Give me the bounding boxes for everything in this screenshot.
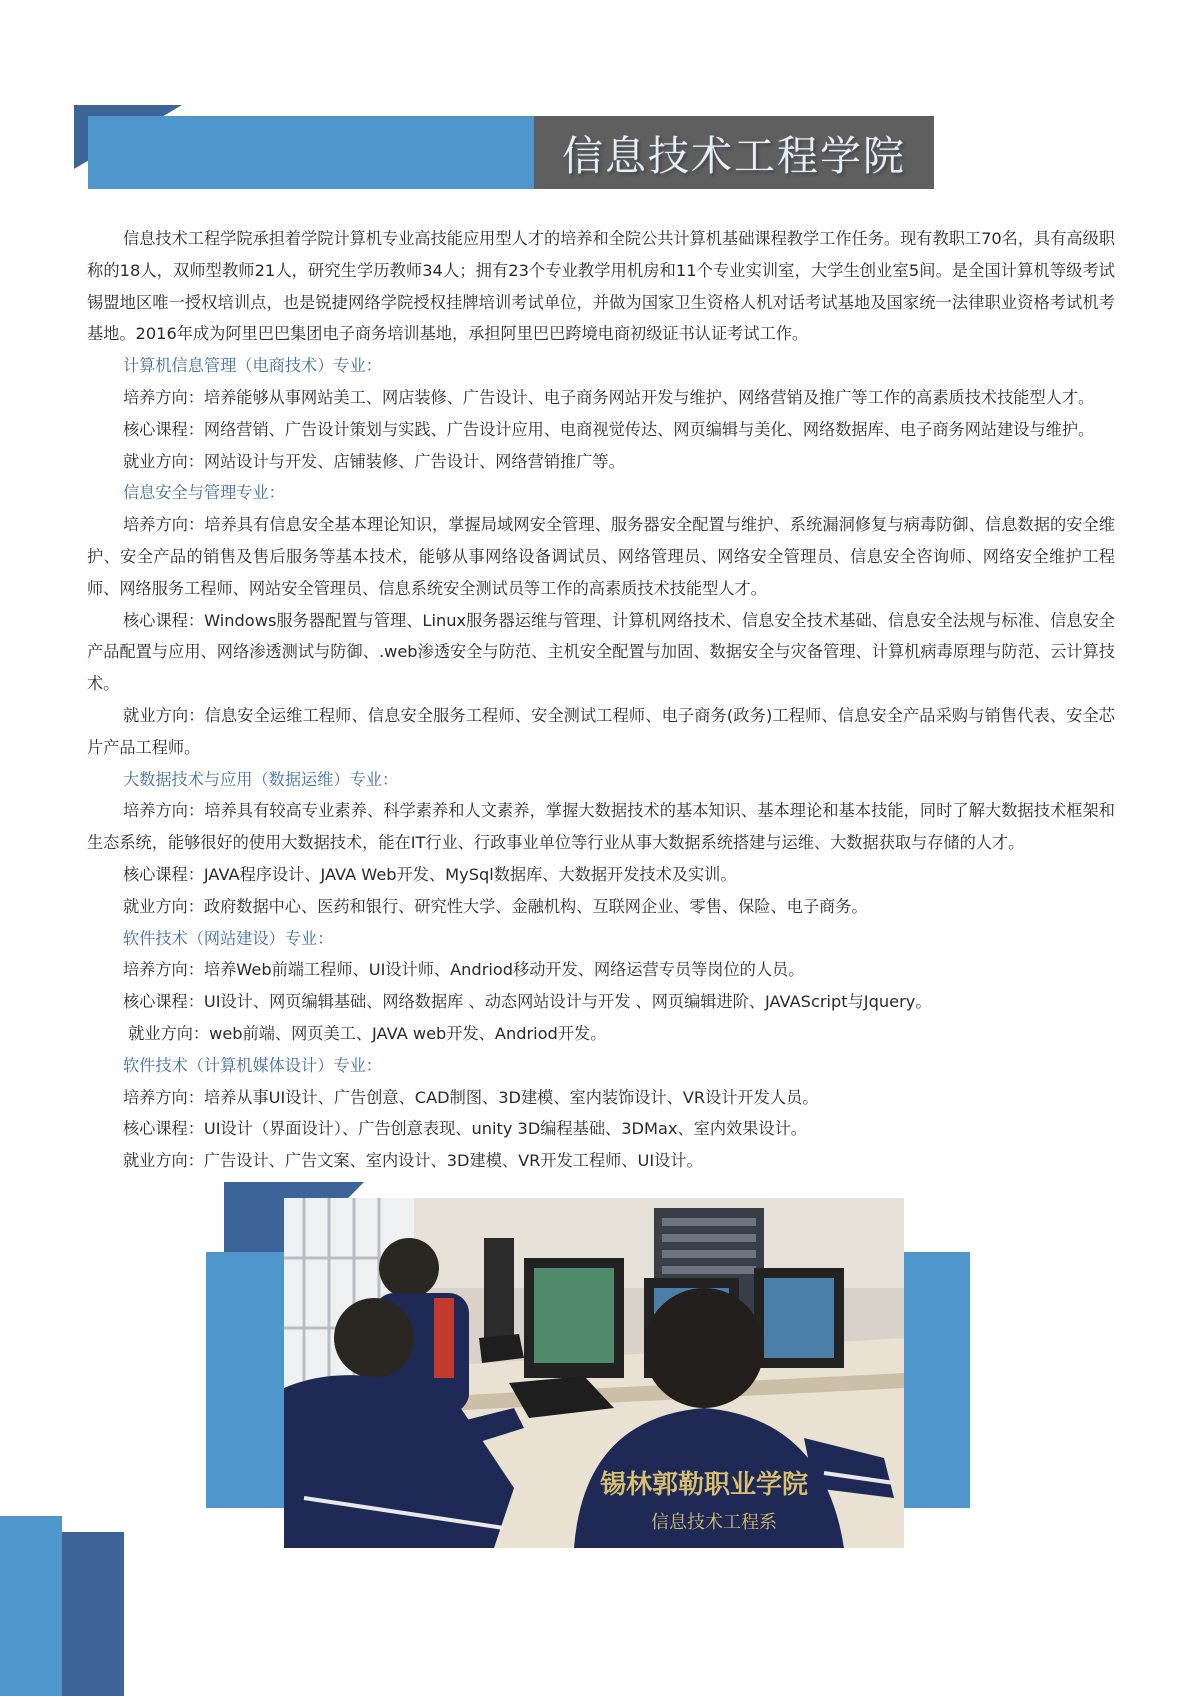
major-training: 培养方向：培养能够从事网站美工、网店装修、广告设计、电子商务网站开发与维护、网络营销及推广等工作的高素质技术技能型人才。: [123, 387, 1095, 407]
lab-photo: [284, 1198, 904, 1548]
article-body: [87, 223, 1115, 1177]
intro-paragraph: 信息技术工程学院承担着学院计算机专业高技能应用型人才的培养和全院公共计算机基础课程教学工作任务。现有教职工70名，具有高级职称的18人，双师型教师21人，研究生学历教师34人；拥有23个专业教学用机房和11个专业实训室，大学生创业室5间。是全国计算机等级考试锡盟地区唯一授权培训点，也是锐捷网络学院授权挂牌培训考试单位，并做为国家卫生资格人机对话考试基地及国家统一法律职业资格考试机考基地。2016年成为阿里巴巴集团电子商务培训基地，承担阿里巴巴跨境电商初级证书认证考试工作。: [87, 229, 1115, 344]
lab-photo-illustration: [284, 1198, 904, 1548]
corner-block-light: [0, 1516, 62, 1696]
major-courses: 核心课程：网络营销、广告设计策划与实践、广告设计应用、电商视觉传达、网页编辑与美化、网络数据库、电子商务网站建设与维护。: [123, 419, 1095, 439]
major-courses: 核心课程：UI设计、网页编辑基础、网络数据库 、动态网站设计与开发 、网页编辑进阶、JAVAScript与Jquery。: [123, 992, 932, 1012]
page-title: 信息技术工程学院: [562, 132, 906, 180]
major-training: 培养方向：培养具有信息安全基本理论知识，掌握局域网安全管理、服务器安全配置与维护、系统漏洞修复与病毒防御、信息数据的安全维护、安全产品的销售及售后服务等基本技术，能够从事网络设备调试员、网络管理员、网络安全管理员、信息安全咨询师、网络安全维护工程师、网络服务工程师、网站安全管理员、信息系统安全测试员等工作的高素质技术技能型人才。: [87, 515, 1115, 598]
header-blue-bar: [88, 116, 534, 189]
major-jobs: 就业方向：广告设计、广告文案、室内设计、3D建模、VR开发工程师、UI设计。: [123, 1151, 703, 1171]
major-title-bigdata: 大数据技术与应用（数据运维）专业：: [123, 769, 399, 789]
major-jobs: 就业方向：信息安全运维工程师、信息安全服务工程师、安全测试工程师、电子商务(政务)工程师、信息安全产品采购与销售代表、安全芯片产品工程师。: [87, 705, 1115, 757]
major-training: 培养方向：培养从事UI设计、广告创意、CAD制图、3D建模、室内装饰设计、VR设计开发人员。: [123, 1087, 819, 1107]
major-training: 培养方向：培养具有较高专业素养、科学素养和人文素养，掌握大数据技术的基本知识、基本理论和基本技能，同时了解大数据技术框架和生态系统，能够很好的使用大数据技术，能在IT行业、行政事业单位等行业从事大数据系统搭建与运维、大数据获取与存储的人才。: [87, 801, 1115, 853]
major-courses: 核心课程：JAVA程序设计、JAVA Web开发、MySql数据库、大数据开发技术及实训。: [123, 864, 737, 884]
major-courses: 核心课程：Windows服务器配置与管理、Linux服务器运维与管理、计算机网络技术、信息安全技术基础、信息安全法规与标准、信息安全产品配置与应用、网络渗透测试与防御、.web渗透安全与防范、主机安全配置与加固、数据安全与灾备管理、计算机病毒原理与防范、云计算技术。: [87, 610, 1115, 694]
major-title-ecommerce: 计算机信息管理（电商技术）专业：: [123, 356, 382, 376]
major-courses: 核心课程：UI设计（界面设计）、广告创意表现、unity 3D编程基础、3DMax、室内效果设计。: [123, 1119, 807, 1139]
major-jobs: 就业方向：网站设计与开发、店铺装修、广告设计、网络营销推广等。: [123, 451, 625, 471]
jacket-text-department: 信息技术工程系: [651, 1512, 777, 1532]
corner-block-dark: [62, 1532, 124, 1696]
major-jobs: 就业方向：政府数据中心、医药和银行、研究性大学、金融机构、互联网企业、零售、保险、电子商务。: [123, 896, 868, 916]
major-jobs: 就业方向：web前端、网页美工、JAVA web开发、Andriod开发。: [123, 1023, 607, 1043]
major-training: 培养方向：培养Web前端工程师、UI设计师、Andriod移动开发、网络运营专员等岗位的人员。: [123, 960, 805, 980]
major-title-security: 信息安全与管理专业：: [123, 483, 285, 503]
jacket-text-school: 锡林郭勒职业学院: [599, 1469, 809, 1499]
header-title-box: [534, 116, 934, 189]
major-title-media: 软件技术（计算机媒体设计）专业：: [123, 1055, 382, 1075]
photo-left-frame: [206, 1252, 284, 1508]
major-title-web: 软件技术（网站建设）专业：: [123, 928, 334, 948]
